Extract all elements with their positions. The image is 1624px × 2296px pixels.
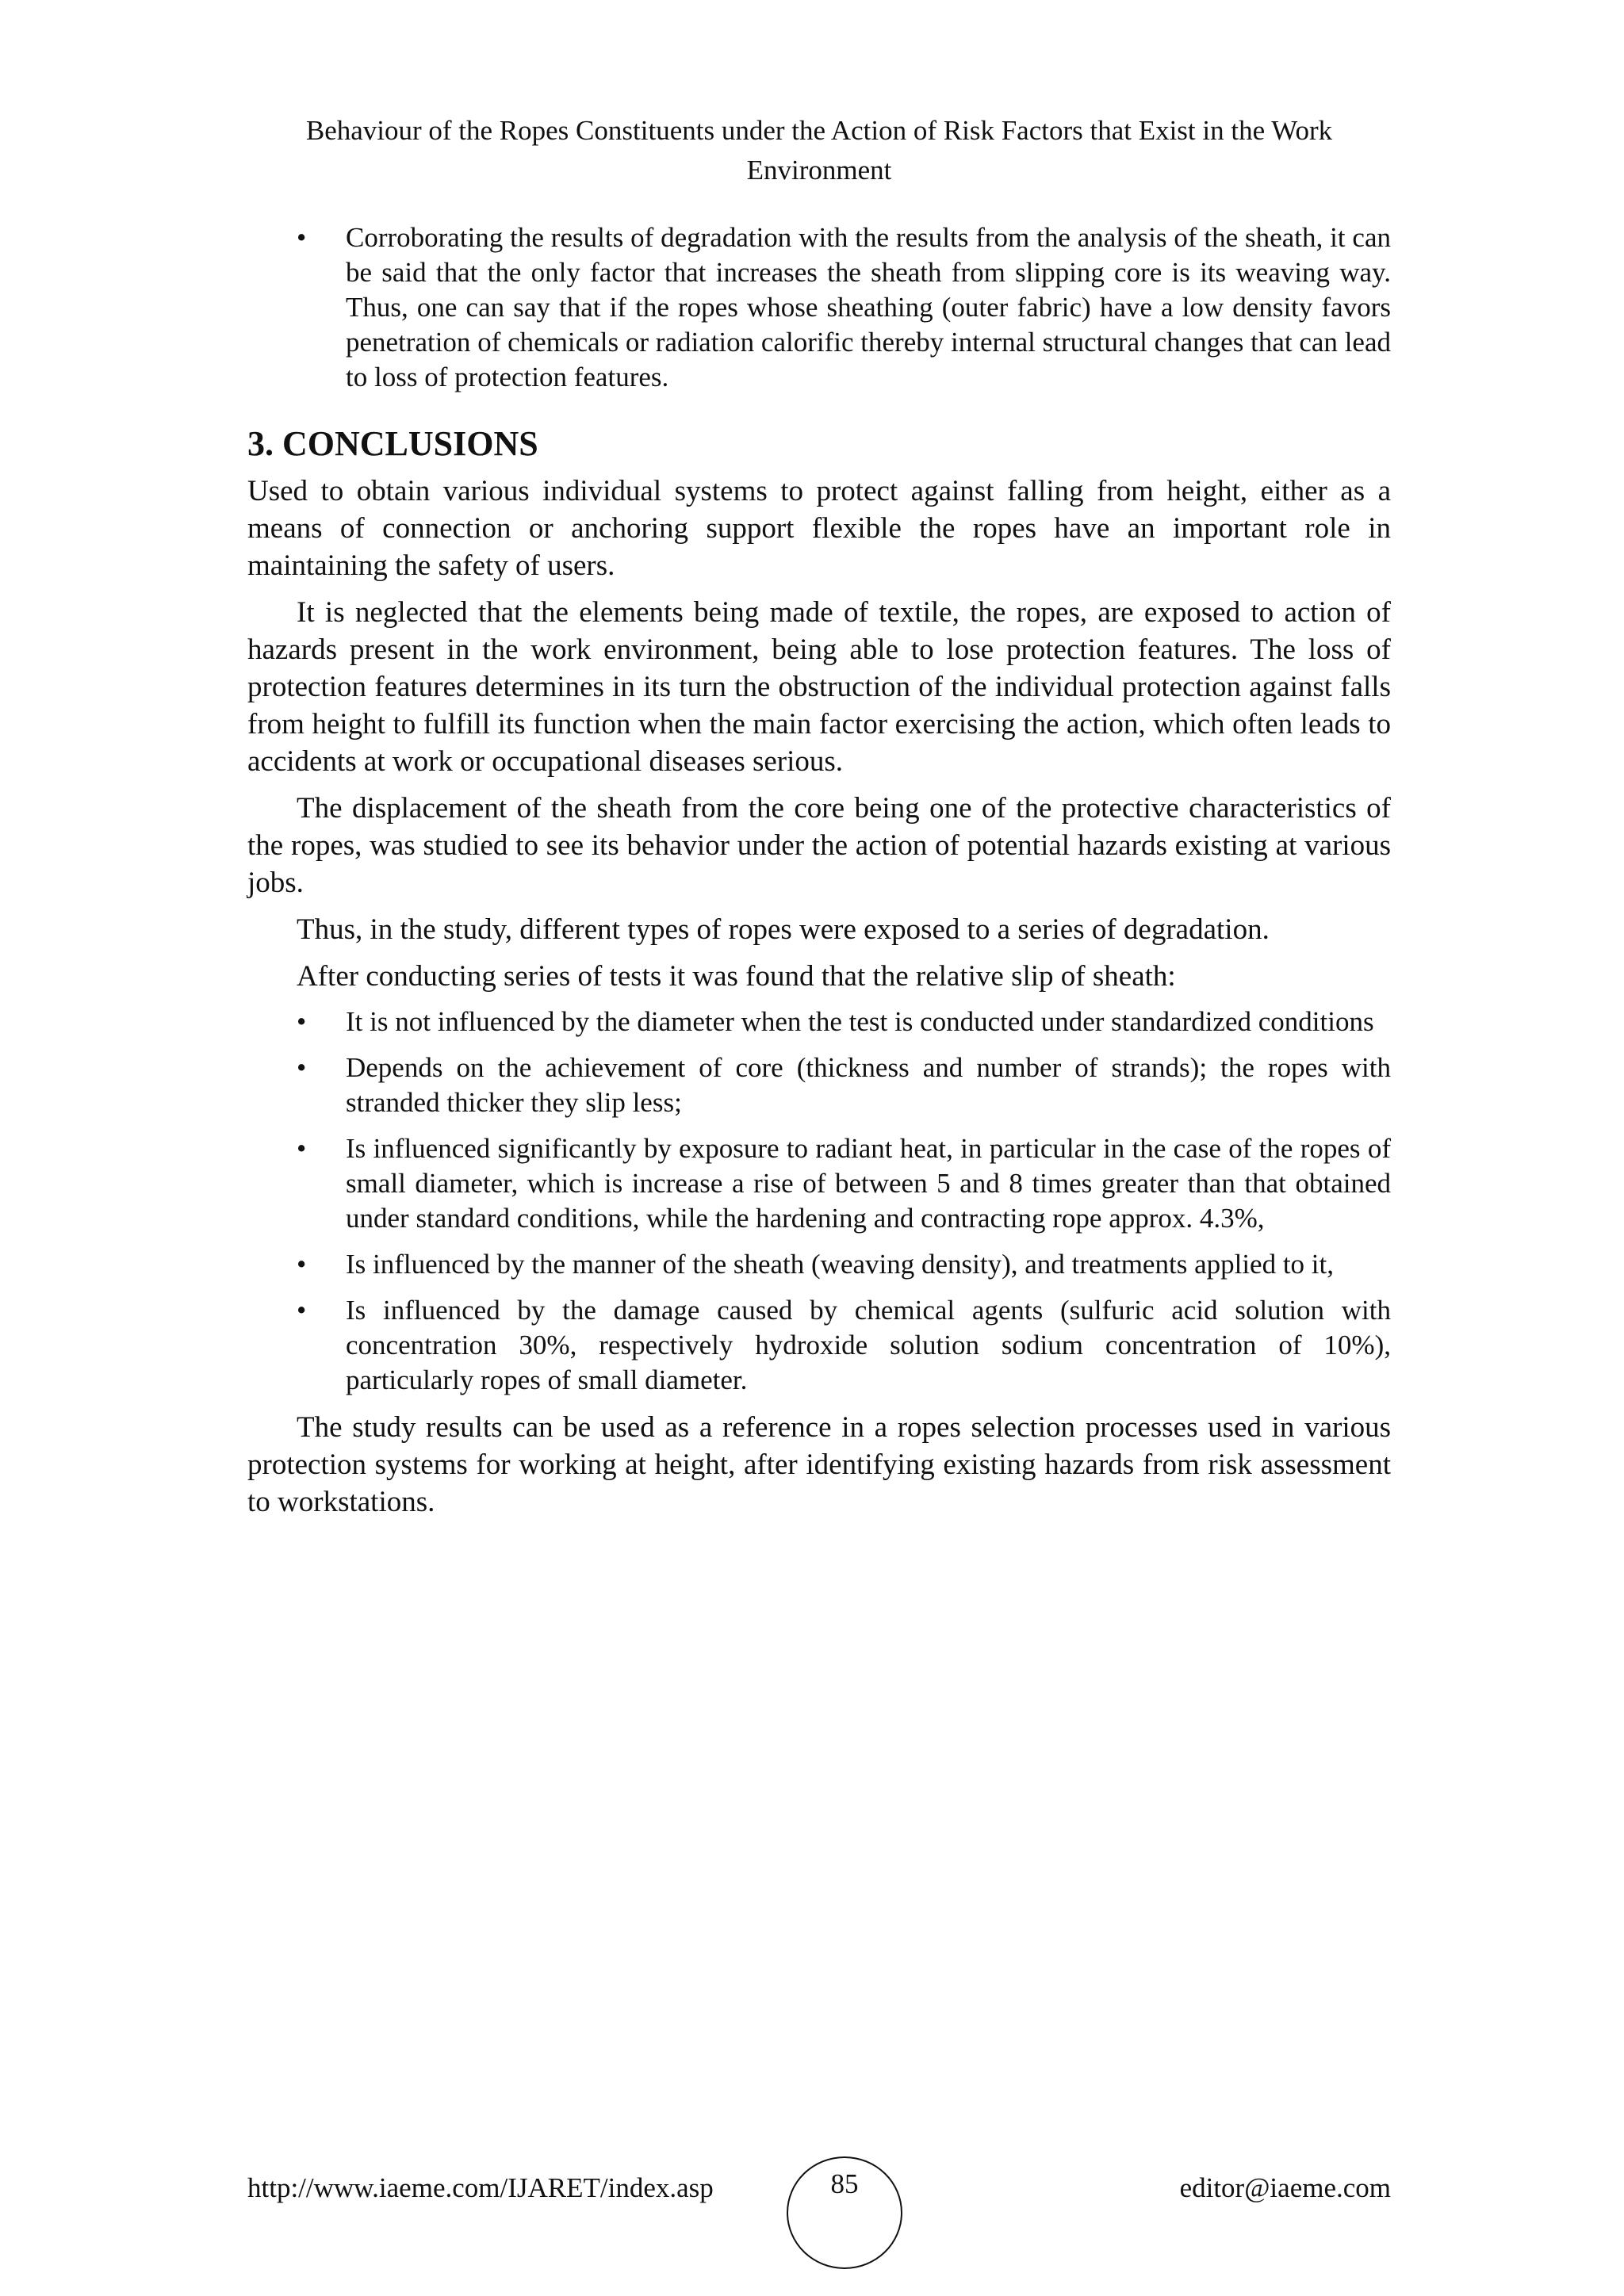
paragraph: It is neglected that the elements being made of textile, the ropes, are exposed to action of hazards present in the work environment, being able to lose protection features. The loss of protection features determines in its turn the obstruction of the individual protection against falls from height to fulfill its function when the main factor exercising the action, which often leads to accidents at work or occupational diseases serious. xyxy=(247,596,1391,778)
section-heading: 3. CONCLUSIONS xyxy=(247,424,538,463)
footer-url-link[interactable]: http://www.iaeme.com/IJARET/index.asp xyxy=(247,2172,714,2203)
list-item xyxy=(247,220,1391,395)
list-item-text: It is not influenced by the diameter when the test is conducted under standardized conditions xyxy=(346,1006,1374,1037)
closing-paragraph: The study results can be used as a reference in a ropes selection processes used in various protection systems for working at height, after identifying existing hazards from risk assessment to workstations. xyxy=(247,1411,1391,1518)
bullet-icon: • xyxy=(297,1249,307,1280)
running-header: Behaviour of the Ropes Constituents under the Action of Risk Factors that Exist in the Work Environment xyxy=(305,115,1333,186)
list-item xyxy=(247,1004,1391,1039)
list-item-text: Is influenced by the damage caused by chemical agents (sulfuric acid solution with concentration 30%, respectively hydroxide solution sodium concentration of 10%), particularly ropes of small diameter. xyxy=(346,1295,1391,1395)
main-content xyxy=(247,220,1391,1530)
paragraph: After conducting series of tests it was found that the relative slip of sheath: xyxy=(297,960,1176,993)
paragraph: Used to obtain various individual systems to protect against falling from height, either as a means of connection or anchoring support flexible the ropes have an important role in maintaining the safety of users. xyxy=(247,475,1391,582)
list-item-text: Depends on the achievement of core (thickness and number of strands); the ropes with stranded thicker they slip less; xyxy=(346,1052,1391,1118)
intro-bullet-list xyxy=(247,220,1391,395)
list-item xyxy=(247,1050,1391,1120)
page-number-badge xyxy=(787,2156,902,2269)
bullet-icon: • xyxy=(297,1052,307,1083)
list-item xyxy=(247,1131,1391,1236)
list-item-text: Is influenced significantly by exposure to radiant heat, in particular in the case of the ropes of small diameter, which is increase a rise of between 5 and 8 times greater than that obtained under standard conditions, while the hardening and contracting rope approx. 4.3%, xyxy=(346,1133,1391,1234)
bullet-icon: • xyxy=(297,222,307,253)
bullet-icon: • xyxy=(297,1006,307,1037)
page-number: 85 xyxy=(830,2168,859,2199)
bullet-icon: • xyxy=(297,1295,307,1326)
footer-email-link[interactable]: editor@iaeme.com xyxy=(1179,2172,1391,2203)
page-footer xyxy=(247,2156,1391,2220)
findings-bullet-list xyxy=(247,1004,1391,1398)
paragraph: The displacement of the sheath from the core being one of the protective characteristics of the ropes, was studied to see its behavior under the action of potential hazards existing at various jobs. xyxy=(247,792,1391,899)
list-item xyxy=(247,1293,1391,1398)
paragraph: Thus, in the study, different types of ropes were exposed to a series of degradation. xyxy=(297,913,1270,946)
list-item xyxy=(247,1247,1391,1282)
list-item-text: Corroborating the results of degradation with the results from the analysis of the sheath, it can be said that the only factor that increases the sheath from slipping core is its weaving way. Thus, one can say that if the ropes whose sheathing (outer fabric) have a low density favors penetration of chemicals or radiation calorific thereby internal structural changes that can lead to loss of protection features. xyxy=(346,222,1391,392)
list-item-text: Is influenced by the manner of the sheath (weaving density), and treatments applied to it, xyxy=(346,1249,1335,1280)
bullet-icon: • xyxy=(297,1133,307,1164)
